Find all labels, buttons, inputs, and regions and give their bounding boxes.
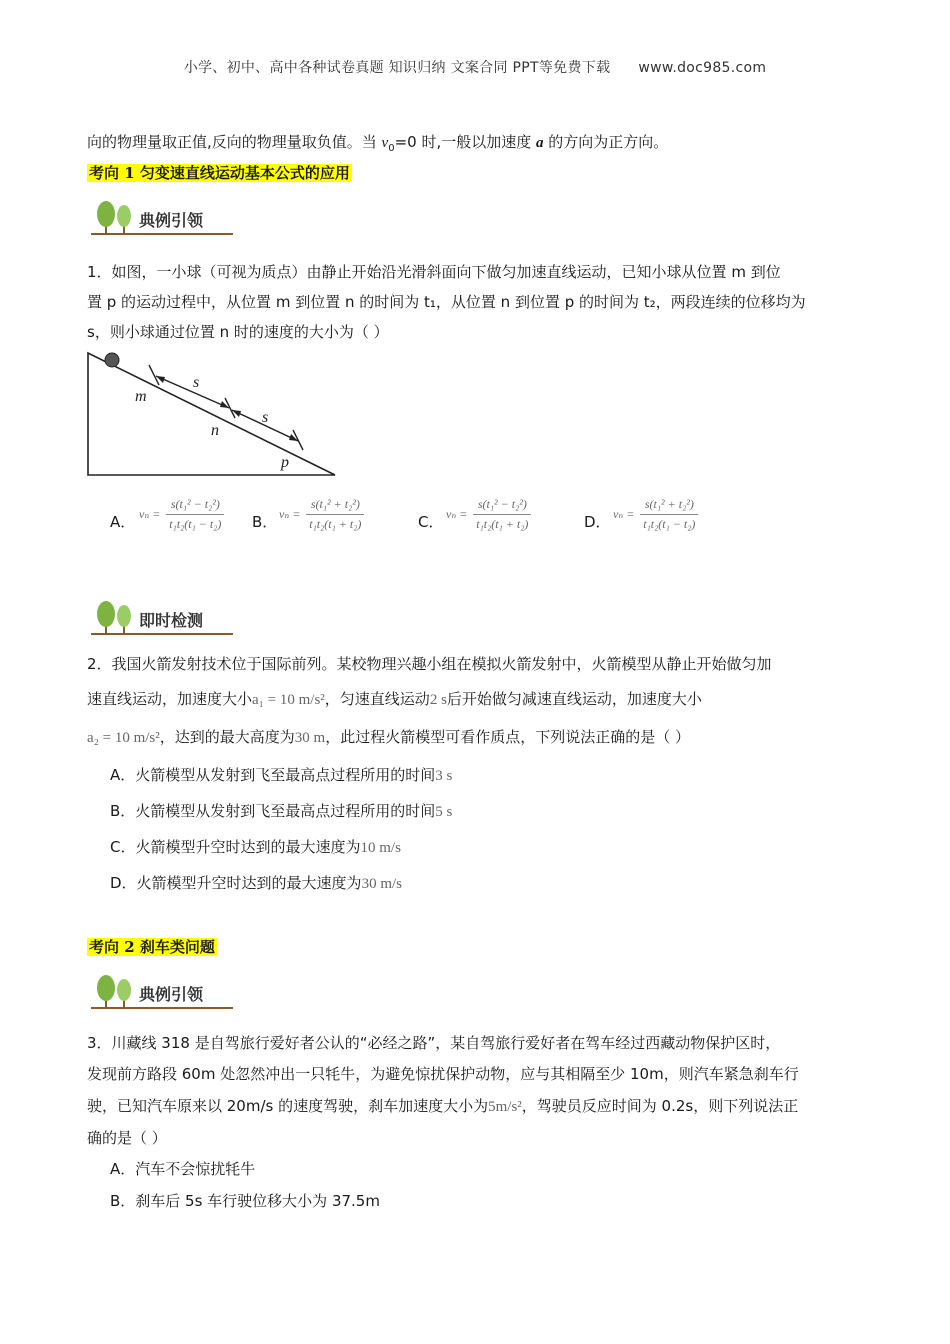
q3-line2: 发现前方路段 60m 处忽然冲出一只牦牛，为避免惊扰保护动物，应与其相隔至少 10m，则汽车紧急刹车行 bbox=[87, 1065, 799, 1083]
header-site: www.doc985.com bbox=[638, 60, 767, 76]
badge-example-1-label: 典例引领 bbox=[139, 211, 204, 230]
intro-line bbox=[87, 132, 668, 159]
label-m: m bbox=[135, 388, 147, 405]
intro-text-b: =0 时,一般以加速度 bbox=[394, 133, 537, 151]
q2-line2-b: ，匀速直线运动 bbox=[324, 690, 430, 708]
q1-line3: s，则小球通过位置 n 时的速度的大小为（ ） bbox=[87, 323, 389, 341]
q3-line3 bbox=[87, 1096, 798, 1117]
label-s1: s bbox=[193, 374, 200, 391]
q2-option-d-text: D．火箭模型升空时达到的最大速度为 bbox=[110, 874, 362, 892]
q1-option-a-formula bbox=[139, 497, 224, 532]
q2-option-a-text: A．火箭模型从发射到飞至最高点过程所用的时间 bbox=[110, 766, 436, 784]
q1-option-c-lhs: vₙ = bbox=[446, 507, 468, 521]
q3-math-accel: 5m/s² bbox=[488, 1099, 522, 1115]
intro-v0: v bbox=[381, 135, 389, 151]
q1-option-b-den: t₁t₂(t₁ + t₂) bbox=[306, 514, 364, 532]
badge-example-1 bbox=[87, 196, 235, 240]
q1-option-a-num: s(t₁² − t₂²) bbox=[170, 497, 220, 511]
q1-option-b-formula bbox=[279, 497, 364, 532]
q2-option-c-text: C．火箭模型升空时达到的最大速度为 bbox=[110, 838, 361, 856]
q1-option-b-lhs: vₙ = bbox=[279, 507, 301, 521]
q2-math-a2: a₂ = 10 m/s² bbox=[87, 730, 160, 746]
q1-option-c-label[interactable]: C． bbox=[418, 513, 444, 531]
q1-option-a-lhs: vₙ = bbox=[139, 507, 161, 521]
q1-line2: 置 p 的运动过程中，从位置 m 到位置 n 的时间为 t₁，从位置 n 到位置 p 的时间为 t₂，两段连续的位移均为 bbox=[87, 293, 806, 311]
q2-option-d-math: 30 m/s bbox=[361, 876, 402, 892]
q1-options bbox=[0, 495, 950, 547]
badge-example-2-label: 典例引领 bbox=[139, 985, 204, 1004]
label-s2: s bbox=[262, 409, 269, 426]
intro-text-c: 的方向为正方向。 bbox=[543, 133, 669, 151]
section2-title bbox=[87, 937, 217, 957]
ball bbox=[105, 353, 119, 367]
q2-option-b[interactable] bbox=[110, 801, 452, 822]
q2-option-b-text: B．火箭模型从发射到飞至最高点过程所用的时间 bbox=[110, 802, 436, 820]
q3-line4: 确的是（ ） bbox=[87, 1129, 167, 1147]
q2-line1: 2．我国火箭发射技术位于国际前列。某校物理兴趣小组在模拟火箭发射中，火箭模型从静止开始做匀加 bbox=[87, 655, 772, 673]
q1-option-d-formula bbox=[613, 497, 698, 532]
q2-option-c[interactable] bbox=[110, 837, 401, 858]
section1-title-text: 考向 1 匀变速直线运动基本公式的应用 bbox=[89, 164, 350, 182]
q3-option-b[interactable]: B．刹车后 5s 车行驶位移大小为 37.5m bbox=[110, 1192, 380, 1210]
q1-option-d-num: s(t₁² + t₂²) bbox=[644, 497, 694, 511]
q3-option-a[interactable]: A．汽车不会惊扰牦牛 bbox=[110, 1160, 256, 1178]
badge-check-label: 即时检测 bbox=[139, 611, 204, 630]
badge-example-2 bbox=[87, 970, 235, 1014]
q2-option-a-math: 3 s bbox=[435, 768, 453, 784]
q1-option-d-den: t₁t₂(t₁ − t₂) bbox=[640, 514, 698, 532]
q3-line3-a: 驶，已知汽车原来以 20m/s 的速度驾驶，刹车加速度大小为 bbox=[87, 1097, 489, 1115]
intro-a-var: a bbox=[536, 135, 544, 151]
q2-line3 bbox=[87, 727, 690, 748]
section1-title bbox=[87, 163, 352, 183]
section2-title-text: 考向 2 刹车类问题 bbox=[89, 938, 215, 956]
q2-option-d[interactable] bbox=[110, 873, 402, 894]
incline-figure bbox=[80, 345, 350, 480]
q2-option-b-math: 5 s bbox=[435, 804, 453, 820]
header-text: 小学、初中、高中各种试卷真题 知识归纳 文案合同 PPT等免费下载 bbox=[183, 60, 611, 76]
q3-line1: 3．川藏线 318 是自驾旅行爱好者公认的“必经之路”，某自驾旅行爱好者在驾车经过西藏动物保护区时， bbox=[87, 1034, 781, 1052]
q2-line3-a: ，达到的最大高度为 bbox=[159, 728, 295, 746]
label-n: n bbox=[211, 422, 219, 439]
q3-line3-b: ，驾驶员反应时间为 0.2s，则下列说法正 bbox=[521, 1097, 799, 1115]
q2-line2-a: 速直线运动，加速度大小 bbox=[87, 690, 253, 708]
q2-math-2s: 2 s bbox=[429, 692, 447, 708]
q2-line3-b: ，此过程火箭模型可看作质点，下列说法正确的是（ ） bbox=[325, 728, 690, 746]
q1-option-a-label[interactable]: A． bbox=[110, 513, 136, 531]
q1-option-c-num: s(t₁² − t₂²) bbox=[477, 497, 527, 511]
q1-line1: 1．如图，一小球（可视为质点）由静止开始沿光滑斜面向下做匀加速直线运动，已知小球从位置 m 到位 bbox=[87, 263, 781, 281]
q1-option-d-label[interactable]: D． bbox=[584, 513, 611, 531]
q2-line2 bbox=[87, 689, 702, 710]
intro-v0-sub: 0 bbox=[388, 143, 395, 154]
q1-option-b-num: s(t₁² + t₂²) bbox=[310, 497, 360, 511]
q1-option-a-den: t₁t₂(t₁ − t₂) bbox=[166, 514, 224, 532]
q1-option-c-formula bbox=[446, 497, 531, 532]
page-header bbox=[0, 57, 950, 77]
q2-option-c-math: 10 m/s bbox=[360, 840, 401, 856]
q2-math-a1: a₁ = 10 m/s² bbox=[252, 692, 325, 708]
q2-option-a[interactable] bbox=[110, 765, 452, 786]
q1-option-b-label[interactable]: B． bbox=[252, 513, 278, 531]
label-p: p bbox=[281, 454, 289, 471]
q2-line2-c: 后开始做匀减速直线运动，加速度大小 bbox=[446, 690, 702, 708]
q1-option-c-den: t₁t₂(t₁ + t₂) bbox=[473, 514, 531, 532]
badge-check bbox=[87, 596, 235, 640]
intro-text-a: 向的物理量取正值,反向的物理量取负值。当 bbox=[87, 133, 382, 151]
q2-math-30m: 30 m bbox=[294, 730, 326, 746]
q1-option-d-lhs: vₙ = bbox=[613, 507, 635, 521]
